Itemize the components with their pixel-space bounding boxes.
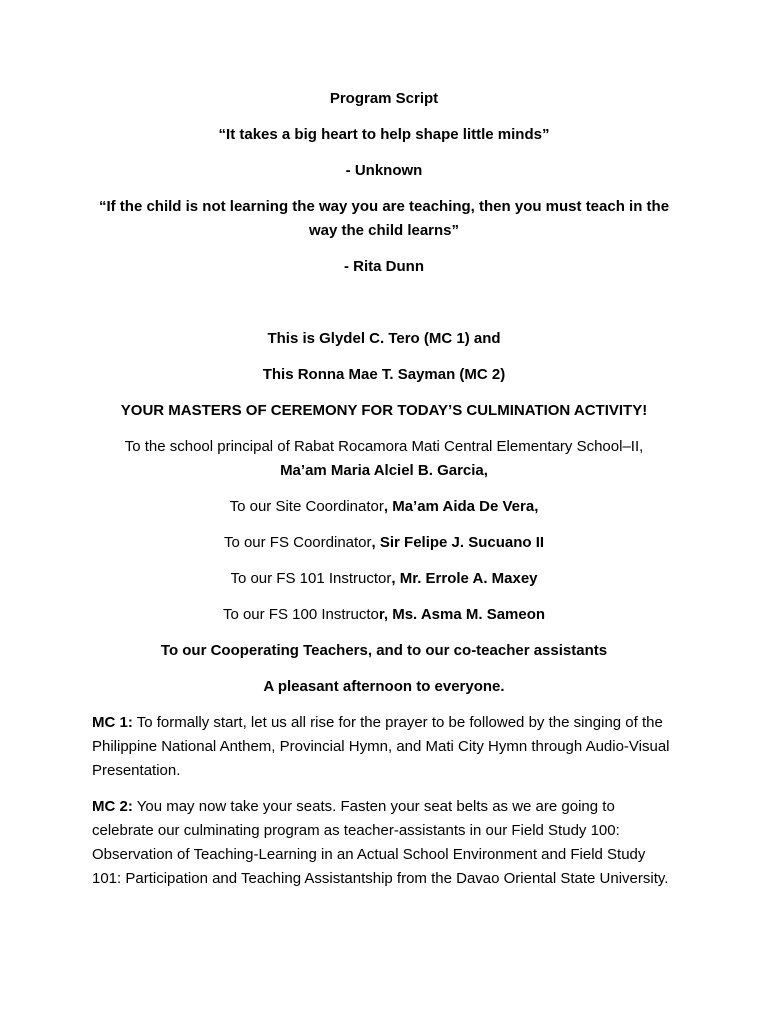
mc2-label: MC 2: xyxy=(92,798,133,815)
mc2-intro: This Ronna Mae T. Sayman (MC 2) xyxy=(262,366,506,383)
mc1-paragraph xyxy=(92,711,676,783)
cooperating-teachers-line: To our Cooperating Teachers, and to our co-teacher assistants xyxy=(160,642,608,659)
fs101-name: , Mr. Errole A. Maxey xyxy=(391,570,538,587)
fs101-prefix: To our FS 101 Instructor xyxy=(230,570,392,587)
quote-1: “It takes a big heart to help shape little minds” xyxy=(218,126,550,143)
fs100-prefix: To our FS 100 Instructo xyxy=(222,606,379,623)
masters-line: YOUR MASTERS OF CEREMONY FOR TODAY’S CULMINATION ACTIVITY! xyxy=(120,402,648,419)
principal-name: Ma’am Maria Alciel B. Garcia, xyxy=(280,462,488,479)
quote-2: “If the child is not learning the way you are teaching, then you must teach in the way the child learns” xyxy=(98,198,670,239)
mc1-label: MC 1: xyxy=(92,714,133,731)
fs100-name: r, Ms. Asma M. Sameon xyxy=(378,606,546,623)
greeting-line: A pleasant afternoon to everyone. xyxy=(263,678,505,695)
mc2-paragraph xyxy=(92,795,676,891)
site-prefix: To our Site Coordinator xyxy=(229,498,384,515)
quote-1-author: - Unknown xyxy=(345,162,423,179)
fs-prefix: To our FS Coordinator xyxy=(223,534,372,551)
fs101-instructor-line xyxy=(92,567,676,591)
fs-name: , Sir Felipe J. Sucuano II xyxy=(371,534,545,551)
doc-title: Program Script xyxy=(329,90,439,107)
quote-2-author: - Rita Dunn xyxy=(344,258,424,275)
fs-coordinator-line xyxy=(92,531,676,555)
fs100-instructor-line xyxy=(92,603,676,627)
mc1-text: To formally start, let us all rise for the prayer to be followed by the singing of the Philippine National Anthem, Provincial Hymn, and Mati City Hymn through Audio-Visual Presentation. xyxy=(92,714,670,779)
site-name: , Ma’am Aida De Vera, xyxy=(383,498,539,515)
principal-line xyxy=(92,435,676,483)
principal-prefix: To the school principal of Rabat Rocamora Mati Central Elementary School–II, xyxy=(124,438,644,455)
site-coordinator-line xyxy=(92,495,676,519)
mc2-text: You may now take your seats. Fasten your seat belts as we are going to celebrate our culminating program as teacher-assistants in our Field Study 100: Observation of Teaching-Learning in an Actual School Environment and Field Study 101: Participation and Teaching Assistantship from the Davao Oriental State University. xyxy=(92,798,669,887)
mc1-intro: This is Glydel C. Tero (MC 1) and xyxy=(267,330,501,347)
